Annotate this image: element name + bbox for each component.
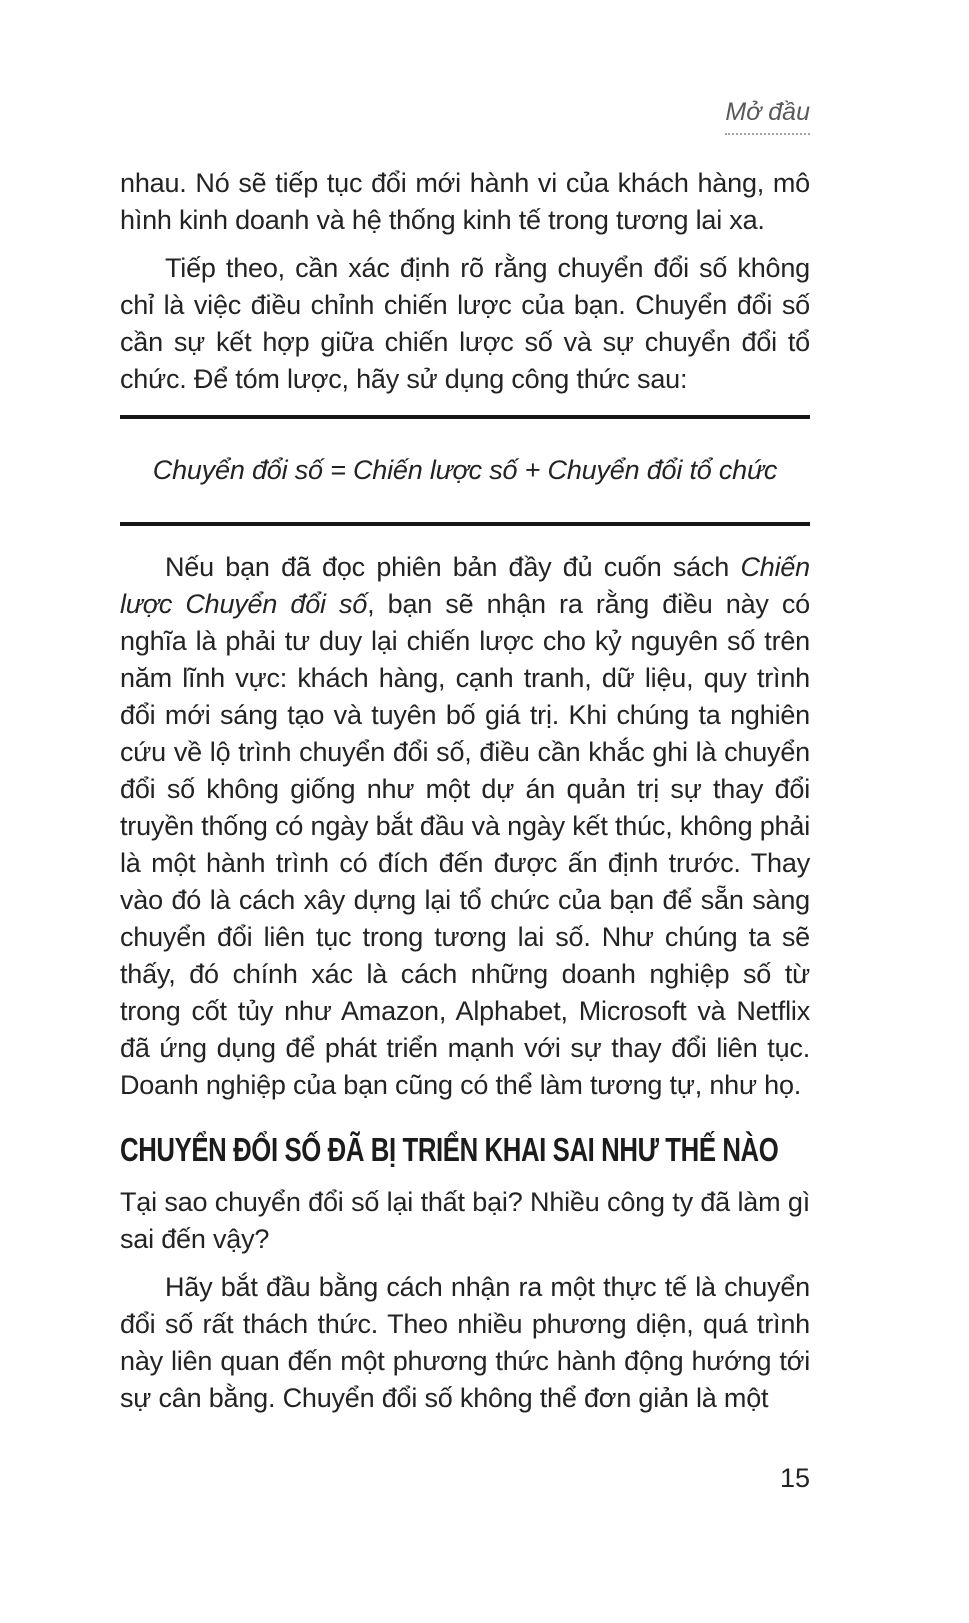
paragraph-text: , bạn sẽ nhận ra rằng điều này có nghĩa là phải tư duy lại chiến lược cho kỷ nguyên số trên năm lĩnh vực: khách hàng, cạnh tranh, dữ liệu, quy trình đổi mới sáng tạo và tuyên bố giá trị. Khi chúng ta nghiên cứu về lộ trình chuyển đổi số, điều cần khắc ghi là chuyển đổi số không giống như một dự án quản trị sự thay đổi truyền thống có ngày bắt đầu và ngày kết thúc, không phải là một hành trình có đích đến được ấn định trước. Thay vào đó là cách xây dựng lại tổ chức của bạn để sẵn sàng chuyển đổi liên tục trong tương lai số. Như chúng ta sẽ thấy, đó chính xác là cách những doanh nghiệp số từ trong cốt tủy như Amazon, Alphabet, Microsoft và Netflix đã ứng dụng để phát triển mạnh với sự thay đổi liên tục. Doanh nghiệp của bạn cũng có thể làm tương tự, như họ. — [120, 589, 810, 1100]
paragraph — [120, 549, 810, 1104]
formula-text: Chuyển đổi số = Chiến lược số + Chuyển đổi tổ chức — [152, 455, 778, 485]
paragraph: Hãy bắt đầu bằng cách nhận ra một thực tế là chuyển đổi số rất thách thức. Theo nhiều phương diện, quá trình này liên quan đến một phương thức hành động hướng tới sự cân bằng. Chuyển đổi số không thể đơn giản là một — [120, 1272, 810, 1413]
paragraph-text: Nếu bạn đã đọc phiên bản đầy đủ cuốn sách — [165, 552, 741, 582]
book-title-italic: Chiến lược Chuyển đổi số — [120, 552, 810, 619]
page-number: 15 — [779, 1463, 810, 1493]
page-footer — [120, 1463, 810, 1494]
formula-block — [120, 415, 810, 526]
section-heading: CHUYỂN ĐỔI SỐ ĐÃ BỊ TRIỂN KHAI SAI NHƯ THẾ NÀO — [120, 1131, 779, 1168]
text-column — [120, 165, 810, 1417]
paragraph: Tại sao chuyển đổi số lại thất bại? Nhiều công ty đã làm gì sai đến vậy? — [120, 1187, 810, 1254]
paragraph: Tiếp theo, cần xác định rõ rằng chuyển đổi số không chỉ là việc điều chỉnh chiến lược của bạn. Chuyển đổi số cần sự kết hợp giữa chiến lược số và sự chuyển đổi tổ chức. Để tóm lược, hãy sử dụng công thức sau: — [120, 253, 810, 394]
page-header — [120, 98, 810, 135]
running-title: Mở đầu — [725, 98, 810, 135]
paragraph-continuation: nhau. Nó sẽ tiếp tục đổi mới hành vi của khách hàng, mô hình kinh doanh và hệ thống kinh tế trong tương lai xa. — [120, 168, 810, 235]
